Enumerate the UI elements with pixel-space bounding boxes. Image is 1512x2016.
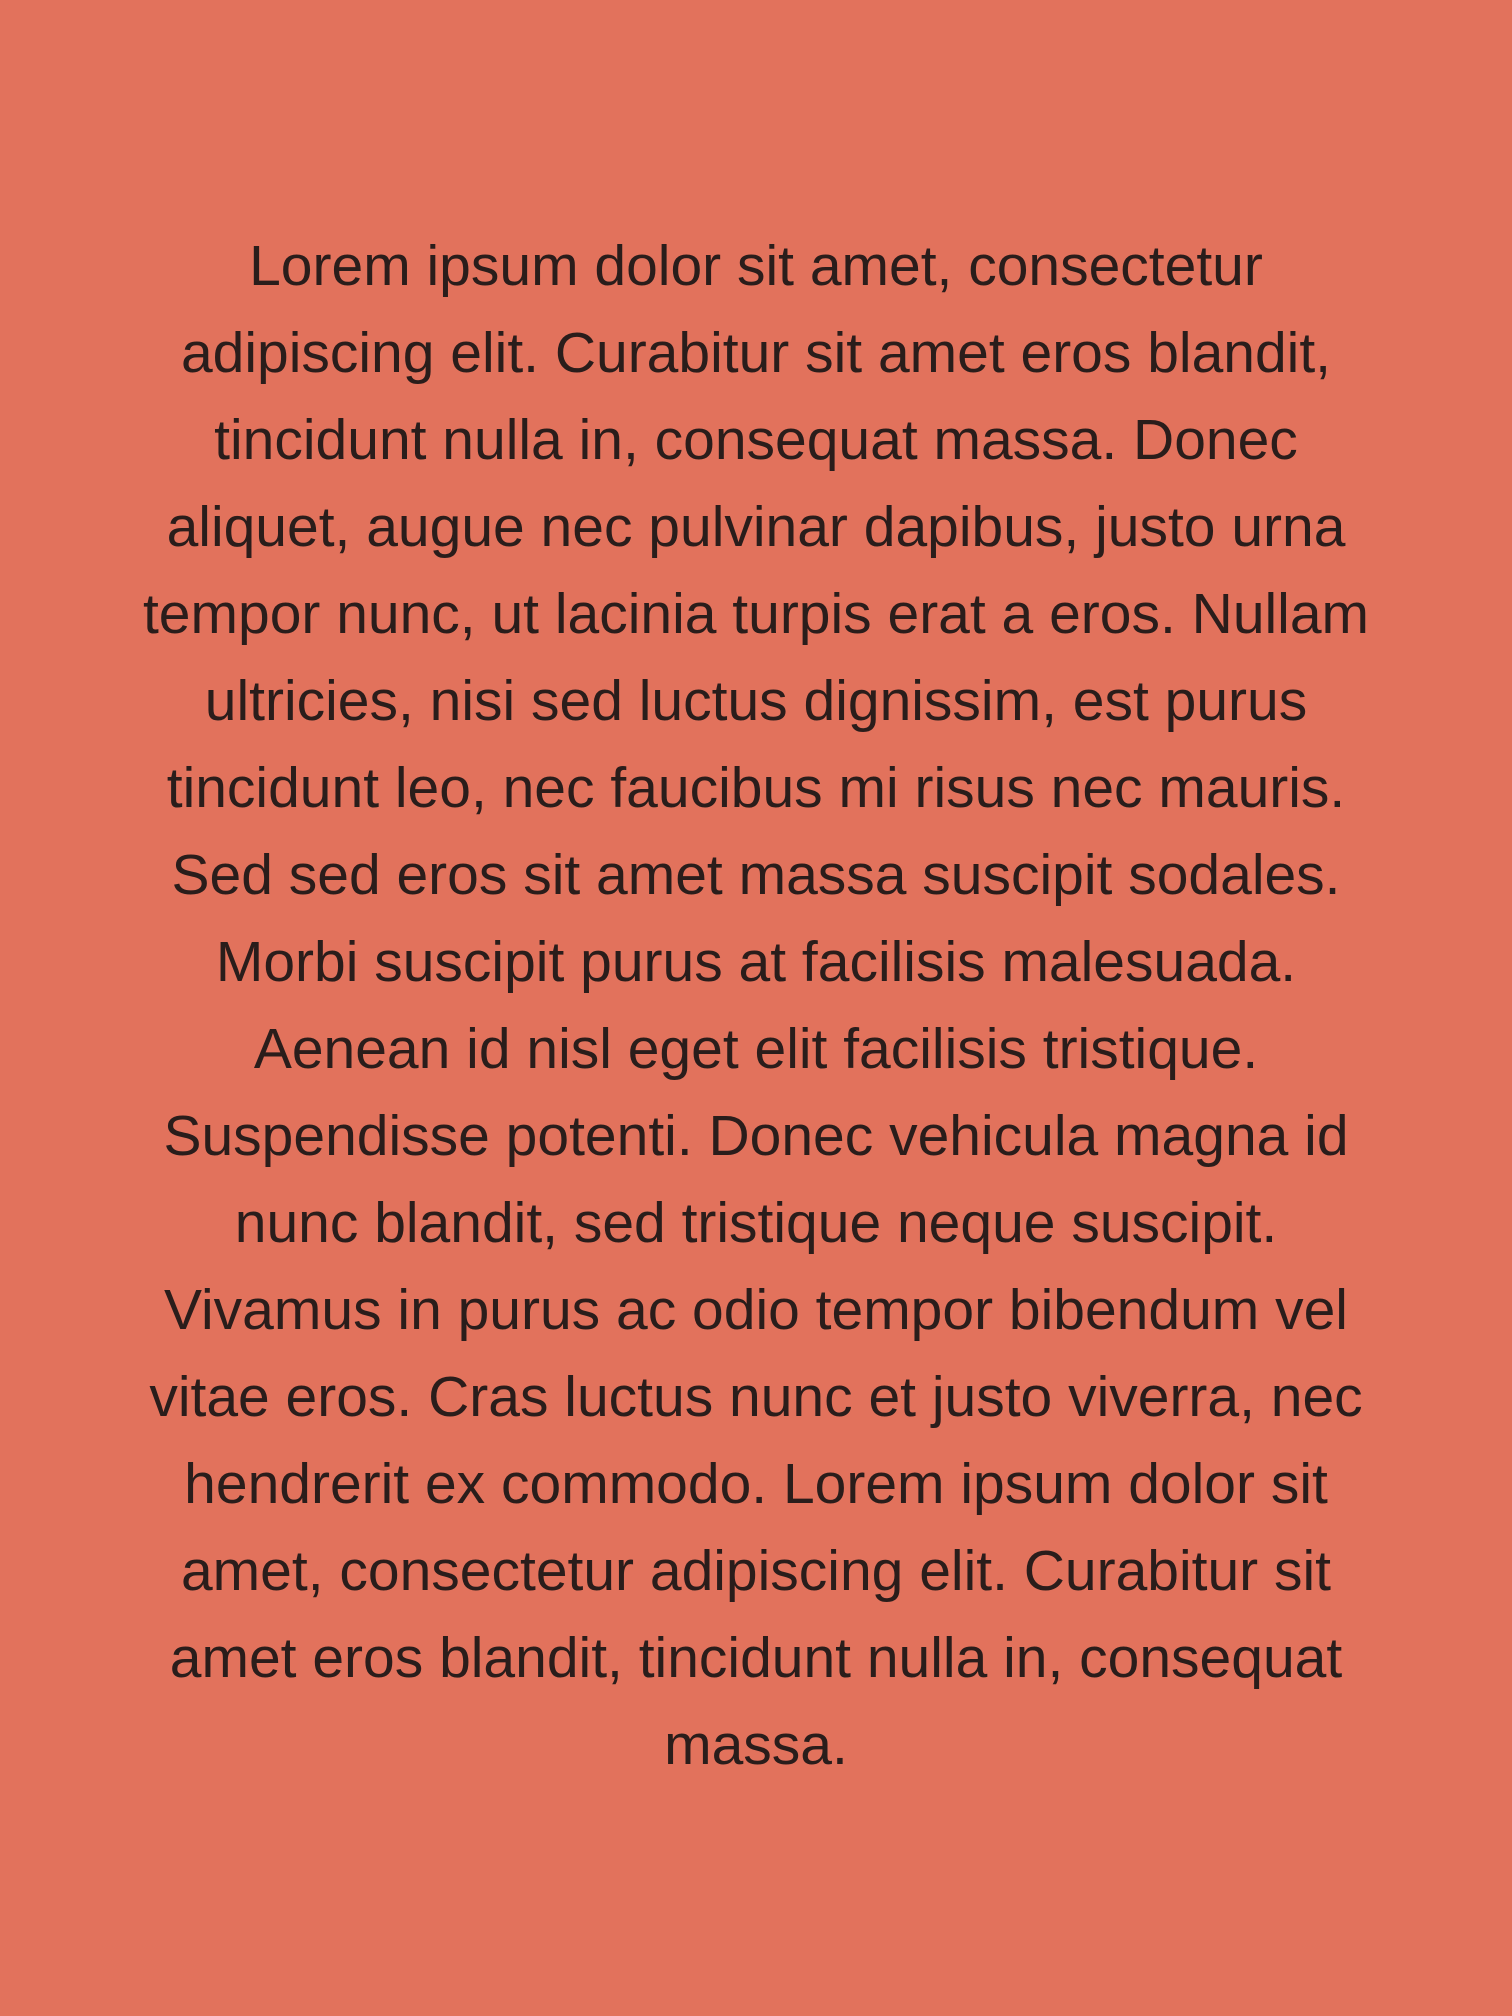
text-line: tempor nunc, ut lacinia turpis erat a eros. Nullam [142, 582, 1370, 646]
text-line: Suspendisse potenti. Donec vehicula magna id [163, 1104, 1349, 1168]
text-line: amet eros blandit, tincidunt nulla in, consequat [169, 1626, 1343, 1690]
text-line: amet, consectetur adipiscing elit. Curabitur sit [180, 1539, 1332, 1603]
text-line: ultricies, nisi sed luctus dignissim, est purus [204, 669, 1308, 733]
body-paragraph [0, 223, 1512, 1789]
text-line: Sed sed eros sit amet massa suscipit sodales. [171, 843, 1341, 907]
text-line: Morbi suscipit purus at facilisis malesuada. [215, 930, 1297, 994]
text-line: nunc blandit, sed tristique neque suscipit. [234, 1191, 1278, 1255]
text-line: aliquet, augue nec pulvinar dapibus, justo urna [166, 495, 1346, 559]
text-line: tincidunt nulla in, consequat massa. Donec [214, 408, 1298, 472]
text-line: hendrerit ex commodo. Lorem ipsum dolor sit [184, 1452, 1328, 1516]
text-line: tincidunt leo, nec faucibus mi risus nec mauris. [166, 756, 1346, 820]
text-line: Lorem ipsum dolor sit amet, consectetur [249, 234, 1263, 298]
text-line: Aenean id nisl eget elit facilisis tristique. [253, 1017, 1259, 1081]
text-line: massa. [664, 1713, 848, 1777]
text-line: adipiscing elit. Curabitur sit amet eros blandit, [180, 321, 1332, 385]
text-line: vitae eros. Cras luctus nunc et justo viverra, nec [149, 1365, 1363, 1429]
text-line: Vivamus in purus ac odio tempor bibendum vel [164, 1278, 1348, 1342]
